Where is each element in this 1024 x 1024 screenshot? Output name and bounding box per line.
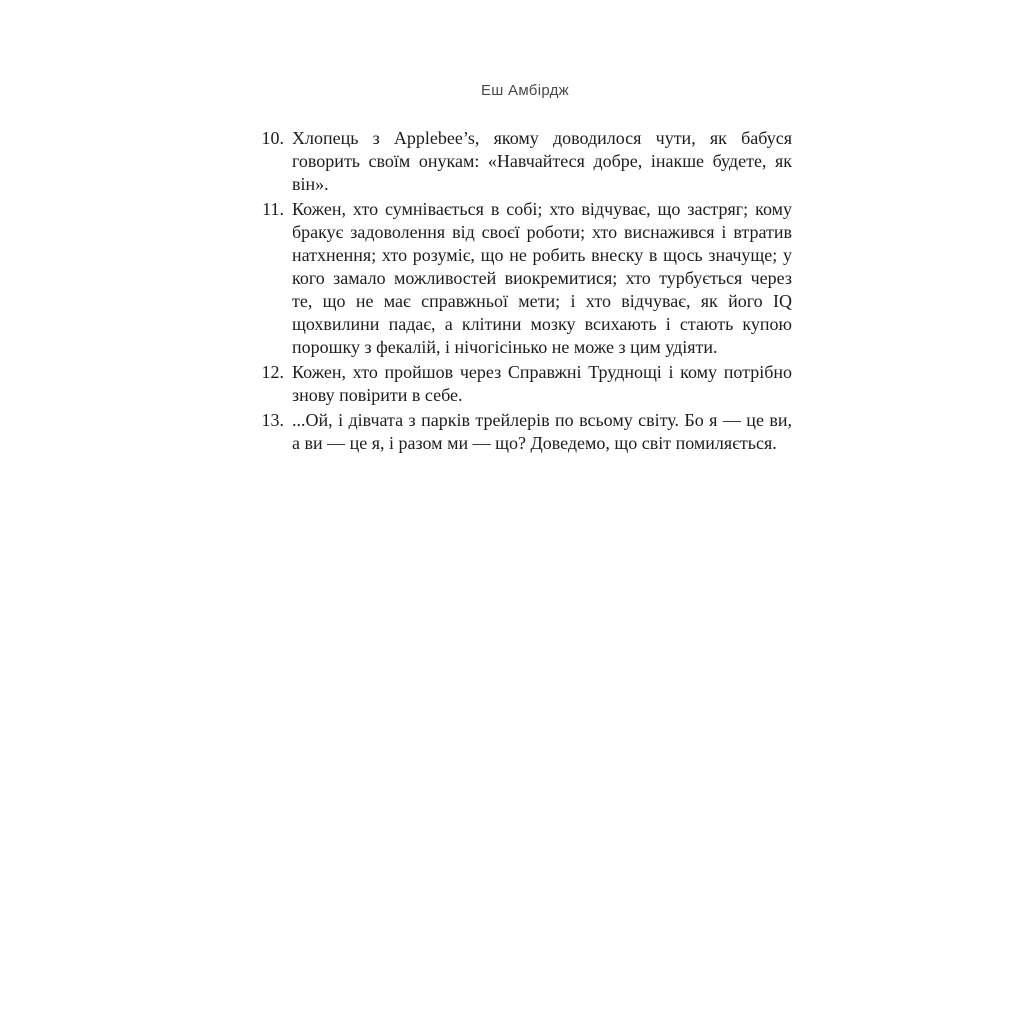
list-item	[258, 361, 792, 407]
numbered-list	[258, 127, 792, 455]
list-item	[258, 198, 792, 359]
list-item	[258, 409, 792, 455]
item-text: Кожен, хто сумнівається в собі; хто відчуває, що застряг; кому бракує задоволення від своєї роботи; хто виснажився і втратив натхнення; хто розуміє, що не робить внеску в щось значуще; у кого замало можливостей виокремитися; хто турбується через те, що не має справжньої мети; і хто відчуває, як його IQ щохвилини падає, а клітини мозку всихають і стають купою порошку з фекалій, і нічогісінько не може з цим удіяти.	[292, 199, 792, 358]
item-number: 11.	[262, 199, 284, 220]
list-item	[258, 127, 792, 196]
item-text: Хлопець з Applebee’s, якому доводилося чути, як бабуся говорить своїм онукам: «Навчайтеся добре, інакше будете, як він».	[292, 128, 792, 195]
item-number: 13.	[261, 410, 284, 431]
item-number: 10.	[261, 128, 284, 148]
item-text: Кожен, хто пройшов через Справжні Труднощі і кому потрібно знову повірити в себе.	[292, 362, 792, 406]
item-text: ...Ой, і дівчата з парків трейлерів по всьому світу. Бо я — це ви, а ви — це я, і разом ми — що? Доведемо, що світ помиляється.	[292, 410, 792, 454]
running-head-author: Еш Амбірдж	[480, 82, 570, 99]
page-content	[258, 82, 792, 457]
item-number: 12.	[261, 362, 284, 383]
